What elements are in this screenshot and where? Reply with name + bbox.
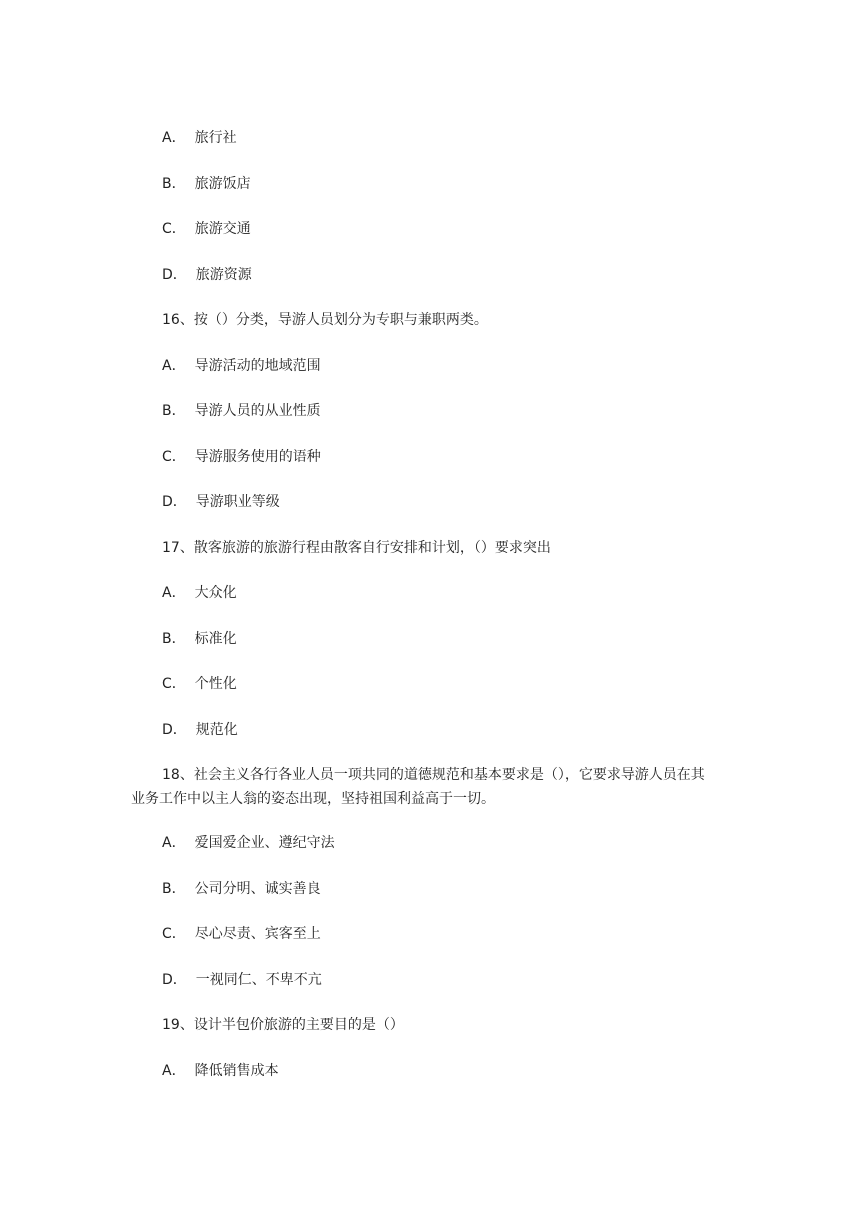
q15-option-a <box>162 128 237 148</box>
q17-stem: 17、散客旅游的旅游行程由散客自行安排和计划，（）要求突出 <box>162 540 551 556</box>
q18-option-b <box>162 879 321 899</box>
q19-stem: 19、设计半包价旅游的主要目的是（） <box>162 1017 404 1033</box>
option-text: 公司分明、诚实善良 <box>194 881 321 897</box>
option-text: 旅游饭店 <box>194 176 251 192</box>
option-text: 标准化 <box>194 631 237 647</box>
q16-option-c <box>162 447 321 467</box>
option-text: 导游人员的从业性质 <box>194 403 321 419</box>
option-letter: C． <box>162 449 186 465</box>
option-text: 规范化 <box>195 722 238 738</box>
option-letter: A． <box>162 358 186 374</box>
option-letter: C． <box>162 926 186 942</box>
option-letter: D． <box>162 972 187 988</box>
option-letter: A． <box>162 585 186 601</box>
option-letter: A． <box>162 1063 186 1079</box>
option-letter: A． <box>162 835 186 851</box>
option-letter: D． <box>162 494 187 510</box>
option-text: 旅游资源 <box>195 267 252 283</box>
option-text: 旅游交通 <box>194 221 251 237</box>
q16-stem: 16、按（）分类，导游人员划分为专职与兼职两类。 <box>162 312 488 328</box>
q18-stem: 18、社会主义各行各业人员一项共同的道德规范和基本要求是（），它要求导游人员在其业务工作中以主人翁的姿态出现，坚持祖国利益高于一切。 <box>131 767 705 807</box>
option-text: 尽心尽责、宾客至上 <box>194 926 321 942</box>
option-text: 导游职业等级 <box>195 494 280 510</box>
q18-option-d <box>162 970 322 990</box>
option-letter: B． <box>162 176 186 192</box>
q17-option-a <box>162 583 237 603</box>
option-text: 导游活动的地域范围 <box>194 358 321 374</box>
q18-option-a <box>162 833 335 853</box>
option-letter: A． <box>162 130 186 146</box>
q17-option-d <box>162 720 238 740</box>
q16-option-a <box>162 356 321 376</box>
option-letter: B． <box>162 631 186 647</box>
option-letter: B． <box>162 881 186 897</box>
option-letter: C． <box>162 676 186 692</box>
q15-option-b <box>162 174 251 194</box>
option-text: 一视同仁、不卑不亢 <box>195 972 322 988</box>
option-text: 爱国爱企业、遵纪守法 <box>194 835 335 851</box>
option-letter: B． <box>162 403 186 419</box>
q19-option-a <box>162 1061 279 1081</box>
option-text: 导游服务使用的语种 <box>194 449 321 465</box>
option-text: 旅行社 <box>194 130 237 146</box>
option-text: 降低销售成本 <box>194 1063 279 1079</box>
option-letter: D． <box>162 267 187 283</box>
q17-option-c <box>162 674 237 694</box>
q16-option-d <box>162 492 280 512</box>
option-letter: D． <box>162 722 187 738</box>
q18-option-c <box>162 924 321 944</box>
q16-option-b <box>162 401 321 421</box>
q15-option-c <box>162 219 251 239</box>
option-text: 大众化 <box>194 585 237 601</box>
option-text: 个性化 <box>194 676 237 692</box>
q17-option-b <box>162 629 237 649</box>
q15-option-d <box>162 265 252 285</box>
option-letter: C． <box>162 221 186 237</box>
